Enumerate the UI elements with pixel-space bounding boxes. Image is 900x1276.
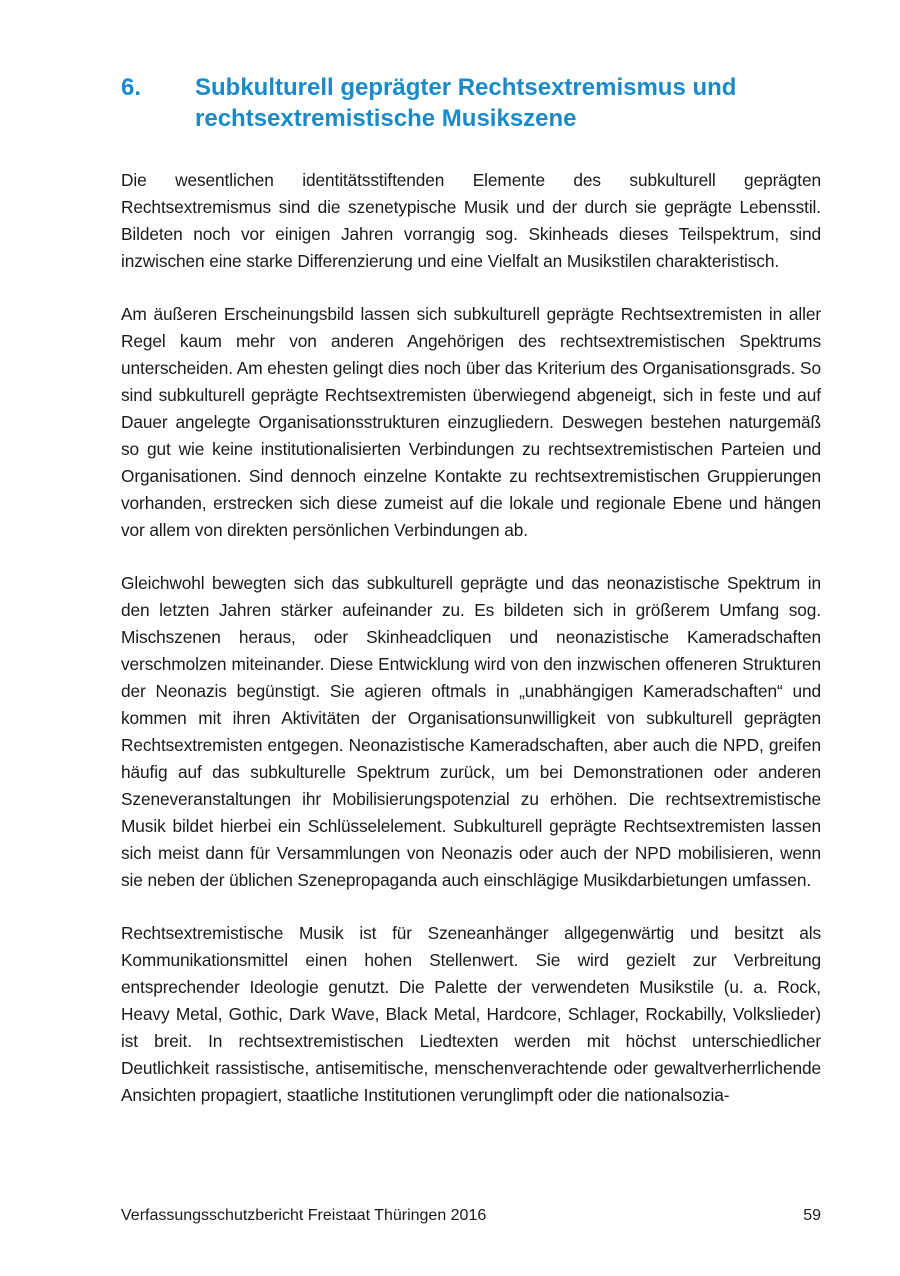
body-text [121, 167, 821, 1135]
section-heading [121, 72, 801, 134]
footer-publication-title: Verfassungsschutzbericht Freistaat Thüringen 2016 [121, 1207, 487, 1224]
section-number: 6. [121, 74, 142, 101]
section-title [195, 72, 801, 134]
page-footer [121, 1204, 821, 1228]
page-number: 59 [803, 1207, 821, 1224]
section-title-line-2: rechtsextremistische Musikszene [195, 105, 577, 132]
paragraph-3: Gleichwohl bewegten sich das subkulturell geprägte und das neonazistische Spektrum in den letzten Jahren stärker aufeinander zu. Es bildeten sich in größerem Umfang sog. Mischszenen heraus, oder Skinheadcliquen und neonazistische Kameradschaften verschmolzen miteinander. Diese Entwicklung wird von den inzwischen offeneren Strukturen der Neonazis begünstigt. Sie agieren oftmals in „unabhängigen Kameradschaften“ und kommen mit ihren Aktivitäten der Organisationsunwilligkeit von subkulturell geprägten Rechtsextremisten entgegen. Neonazistische Kameradschaften, aber auch die NPD, greifen häufig auf das subkulturelle Spektrum zurück, um bei Demonstrationen oder anderen Szeneveranstaltungen ihr Mobilisierungspotenzial zu erhöhen. Die rechtsextremistische Musik bildet hierbei ein Schlüsselelement. Subkulturell geprägte Rechtsextremisten lassen sich meist dann für Versammlungen von Neonazis oder auch der NPD mobilisieren, wenn sie neben der üblichen Szenepropaganda auch einschlägige Musikdarbietungen umfassen. [121, 573, 821, 890]
paragraph-2: Am äußeren Erscheinungsbild lassen sich subkulturell geprägte Rechtsextremisten in aller Regel kaum mehr von anderen Angehörigen des rechtsextremistischen Spektrums unterscheiden. Am ehesten gelingt dies noch über das Kriterium des Organisationsgrads. So sind subkulturell geprägte Rechtsextremisten überwiegend abgeneigt, sich in feste und auf Dauer angelegte Organisationsstrukturen einzugliedern. Deswegen bestehen naturgemäß so gut wie keine institutionalisierten Verbindungen zu rechtsextremistischen Parteien und Organisationen. Sind dennoch einzelne Kontakte zu rechtsextremistischen Gruppierungen vorhanden, erstrecken sich diese zumeist auf die lokale und regionale Ebene und hängen vor allem von direkten persönlichen Verbindungen ab. [121, 304, 821, 540]
paragraph-1: Die wesentlichen identitätsstiftenden Elemente des subkulturell geprägten Rechtsextremismus sind die szenetypische Musik und der durch sie geprägte Lebensstil. Bildeten noch vor einigen Jahren vorrangig sog. Skinheads dieses Teilspektrum, sind inzwischen eine starke Differenzierung und eine Vielfalt an Musikstilen charakteristisch. [121, 170, 821, 271]
section-title-line-1: Subkulturell geprägter Rechtsextremismus und [195, 74, 737, 101]
paragraph-4: Rechtsextremistische Musik ist für Szeneanhänger allgegenwärtig und besitzt als Kommunikationsmittel einen hohen Stellenwert. Sie wird gezielt zur Verbreitung entsprechender Ideologie genutzt. Die Palette der verwendeten Musikstile (u. a. Rock, Heavy Metal, Gothic, Dark Wave, Black Metal, Hardcore, Schlager, Rockabilly, Volkslieder) ist breit. In rechtsextremistischen Liedtexten werden mit höchst unterschiedlicher Deutlichkeit rassistische, antisemitische, menschenverachtende oder gewaltverherrlichende Ansichten propagiert, staatliche Institutionen verunglimpft oder die nationalsozia- [121, 923, 821, 1105]
